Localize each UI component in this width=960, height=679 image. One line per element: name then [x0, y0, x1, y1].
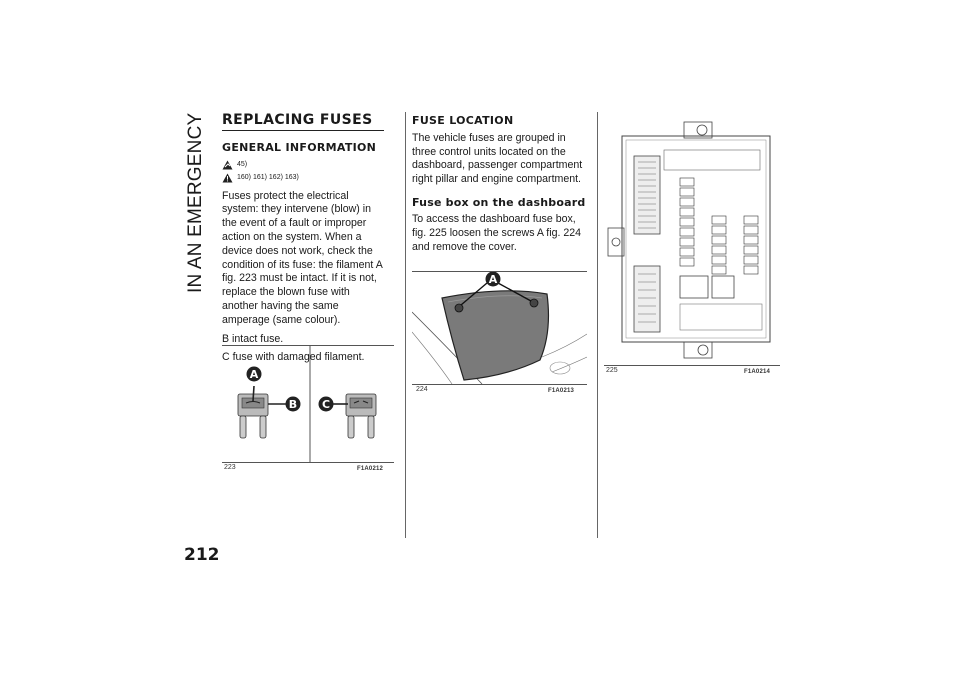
figure-225 — [604, 116, 780, 375]
body-paragraph: C fuse with damaged filament. — [222, 351, 365, 364]
column-divider — [597, 112, 598, 538]
dashboard-cover-illustration — [412, 272, 587, 384]
figure-224 — [412, 271, 587, 394]
caution-icon — [222, 160, 233, 170]
fuse-illustration — [222, 346, 394, 462]
column-divider — [405, 112, 406, 538]
figure-number: 224 — [416, 386, 428, 393]
label-b: B — [288, 398, 298, 411]
warning-refs: 160) 161) 162) 163) — [237, 174, 299, 182]
body-paragraph: Fuses protect the electrical system: they intervene (blow) in the event of a fault or improper action on the system. When a device does not work, check the condition of its fuse: the filament A fig. 223 must be intact. If it is not, replace the blown fuse with another having the same amperage (same colour). — [222, 189, 383, 326]
body-paragraph: B intact fuse. — [222, 332, 284, 345]
figure-code: F1A0213 — [548, 388, 575, 394]
fuse-box-diagram — [604, 116, 780, 364]
subsection-title: GENERAL INFORMATION — [222, 140, 377, 154]
label-a: A — [249, 368, 259, 381]
label-c: C — [321, 398, 331, 411]
section-title: FUSE LOCATION — [412, 114, 514, 127]
label-a: A — [488, 273, 498, 286]
warning-row — [222, 172, 384, 185]
column-1 — [222, 114, 384, 370]
caution-refs: 45) — [237, 161, 248, 169]
figure-code: F1A0212 — [357, 466, 384, 472]
running-title-text: IN AN EMERGENCY — [185, 112, 206, 293]
figure-223 — [222, 345, 394, 472]
figure-number: 225 — [606, 367, 618, 374]
subsection-title: Fuse box on the dashboard — [412, 195, 586, 209]
figure-caption-rule — [604, 365, 780, 366]
column-2 — [412, 114, 590, 259]
running-title — [183, 108, 213, 298]
body-paragraph: To access the dashboard fuse box, fig. 225 loosen the screws A fig. 224 and remove the cover. — [412, 212, 582, 253]
body-paragraph: The vehicle fuses are grouped in three control units located on the dashboard, passenger compartment right pillar and engine compartment. — [412, 131, 583, 186]
page-number: 212 — [184, 545, 220, 565]
section-title: REPLACING FUSES — [222, 114, 384, 131]
figure-code: F1A0214 — [744, 369, 771, 375]
warning-icon — [222, 173, 233, 183]
figure-number: 223 — [224, 464, 236, 471]
warning-row — [222, 159, 384, 172]
